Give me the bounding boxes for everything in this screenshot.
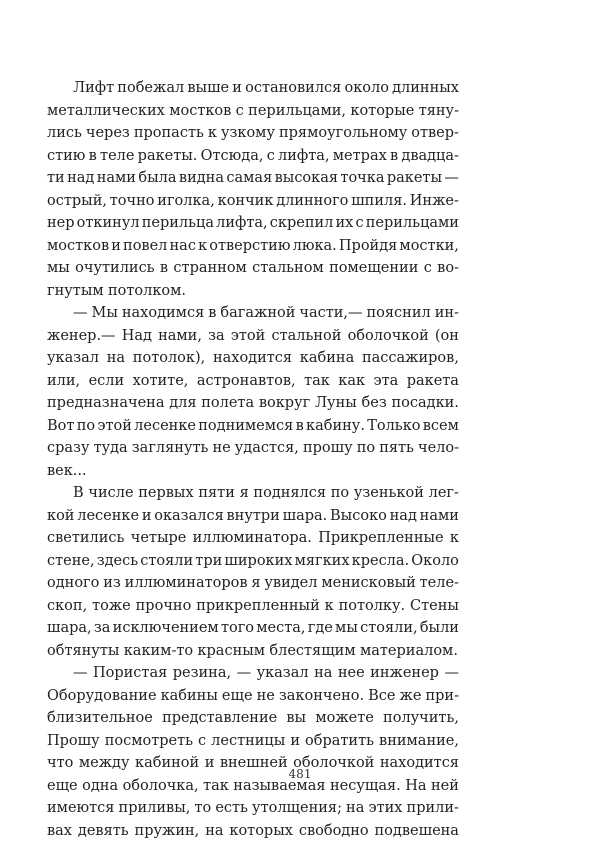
text-line: лись через пропасть к узкому прямоугольному отвер- (47, 125, 459, 141)
text-line: еще одна оболочка, так называемая несущая. На ней (47, 777, 459, 794)
text-line: вах девять пружин, на которых свободно подвешена (47, 822, 459, 839)
text-line: Вот по этой лесенке поднимемся в кабину. Только всем (47, 417, 459, 434)
text-line: мостков и повел нас к отверстию люка. Пройдя мостки, (47, 237, 459, 254)
text-line: стене, здесь стояли три широких мягких кресла. Около (47, 552, 459, 569)
text-line: что между кабиной и внешней оболочкой находится (47, 755, 459, 771)
text-line: — Пористая резина, — указал на нее инженер — (73, 665, 459, 681)
text-line: кой лесенке и оказался внутри шара. Высоко над нами (47, 507, 459, 524)
text-line: или, если хотите, астронавтов, так как эта ракета (47, 372, 459, 389)
text-line: Прошу посмотреть с лестницы и обратить внимание, (47, 732, 459, 749)
text-line: Оборудование кабины еще не закончено. Все же при- (47, 687, 459, 704)
text-line: близительное представление вы можете получить, (47, 710, 459, 726)
text-line: В числе первых пяти я поднялся по узенькой лег- (73, 485, 459, 501)
text-line: обтянуты каким-то красным блестящим материалом. (47, 642, 458, 659)
text-line: век... (47, 462, 87, 479)
paragraph (47, 482, 459, 662)
text-line: мы очутились в странном стальном помещении с во- (47, 260, 459, 276)
body-text (47, 77, 459, 842)
text-line: острый, точно иголка, кончик длинного шпиля. Инже- (47, 192, 459, 209)
page-number: 481 (288, 767, 312, 781)
text-line: Лифт побежал выше и остановился около длинных (73, 80, 459, 96)
text-line: шара, за исключением того места, где мы стояли, были (47, 620, 459, 636)
text-line: ти над нами была видна самая высокая точка ракеты — (47, 170, 459, 186)
text-line: указал на потолок), находится кабина пассажиров, (47, 350, 459, 366)
text-line: светились четыре иллюминатора. Прикрепленные к (47, 530, 459, 546)
text-line: — Мы находимся в багажной части,— пояснил ин- (73, 305, 459, 321)
text-line: нер откинул перильца лифта, скрепил их с перильцами (47, 215, 459, 231)
text-line: одного из иллюминаторов я увидел менисковый теле- (47, 575, 459, 591)
paragraph (47, 77, 459, 302)
text-line: скоп, тоже прочно прикрепленный к потолку. Стены (47, 597, 459, 614)
paragraph (47, 662, 459, 842)
text-line: имеются приливы, то есть утолщения; на этих прили- (47, 800, 459, 816)
text-line: женер.— Над нами, за этой стальной оболочкой (он (47, 327, 459, 344)
text-line: стию в теле ракеты. Отсюда, с лифта, метрах в двадца- (47, 147, 459, 164)
text-line: сразу туда заглянуть не удастся, прошу по пять чело- (47, 440, 459, 456)
text-line: гнутым потолком. (47, 282, 187, 299)
text-line: металлических мостков с перильцами, которые тяну- (47, 102, 459, 119)
text-line: предназначена для полета вокруг Луны без посадки. (47, 395, 459, 411)
paragraph (47, 302, 459, 482)
